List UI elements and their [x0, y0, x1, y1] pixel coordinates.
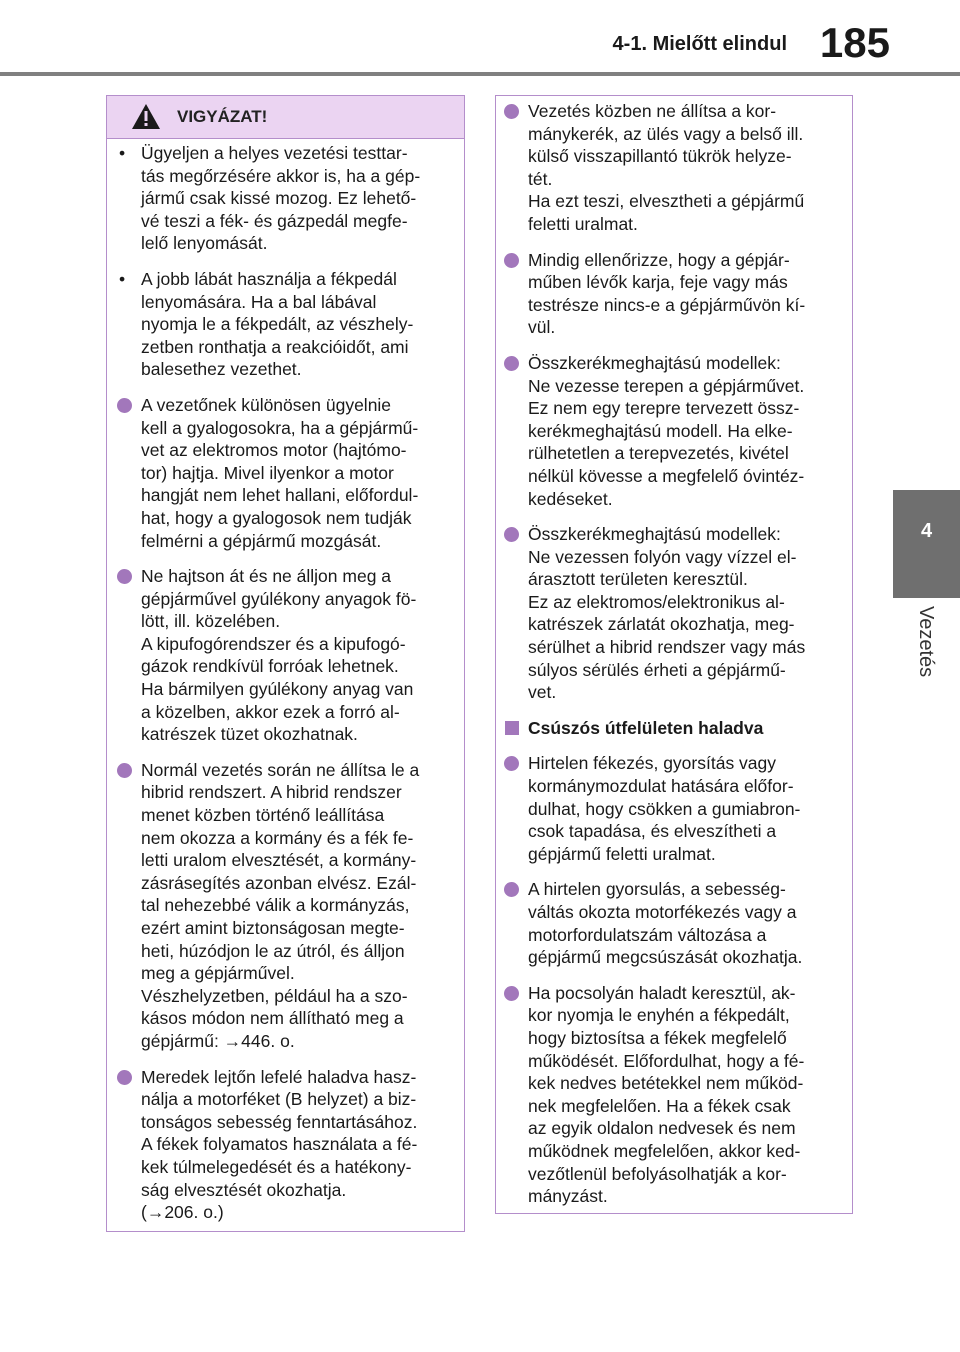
- text-line: Ne hajtson át és ne álljon meg a: [141, 566, 392, 587]
- text-line: ezért amint biztonságosan megte-: [141, 918, 405, 938]
- bullet-dot-icon: [504, 756, 519, 771]
- caution-content-continued: [496, 100, 852, 1221]
- bullet-dot-icon: [117, 763, 132, 778]
- caution-content: [107, 142, 464, 1237]
- text-line: tonságos sebesség fenntartásához.: [141, 1111, 418, 1132]
- text-line: nélkül kövesse a megfelelő óvintéz-: [528, 465, 805, 486]
- text-line: dulhat, hogy csökken a gumiabron-: [528, 798, 801, 819]
- text-line: kell a gyalogosokra, ha a gépjármű-: [141, 417, 419, 438]
- text-line: gépjármű: →446. o.: [141, 1030, 295, 1051]
- text-line: kor nyomja le enyhén a fékpedált,: [528, 1005, 790, 1026]
- text-line: működését. Előfordulhat, hogy a fé-: [528, 1050, 805, 1071]
- text-line: vet az elektromos motor (hajtómo-: [141, 440, 407, 461]
- text-line: csok tapadása, és elveszítheti a: [528, 821, 777, 842]
- bullet-item: [504, 352, 840, 510]
- text-line: tal nehezebbé válik a kormányzás,: [141, 895, 410, 916]
- text-line: Ha ezt teszi, elvesztheti a gépjármű: [528, 191, 805, 212]
- text-line: mányzást.: [528, 1186, 608, 1207]
- text-line: vet.: [528, 682, 557, 703]
- text-line: hogy biztosítsa a fékek megfelelő: [528, 1027, 787, 1048]
- text-line: testrésze nincs-e a gépjárművön kí-: [528, 294, 806, 315]
- header-divider: [0, 72, 960, 76]
- text-line: vé teszi a fék- és gázpedál megfe-: [141, 210, 408, 231]
- text-line: nek megfelelően. Ha a fékek csak: [528, 1095, 791, 1116]
- bullet-dot-icon: [117, 569, 132, 584]
- text-line: tét.: [528, 168, 553, 189]
- text-line: A hirtelen gyorsulás, a sebesség-: [528, 879, 786, 900]
- text-line: kormánymozdulat hatására előfor-: [528, 776, 794, 797]
- text-line: Ez az elektromos/elektronikus al-: [528, 591, 785, 612]
- caution-panel-continued: [495, 95, 853, 1214]
- bullet-dot-icon: [504, 253, 519, 268]
- text-line: Meredek lejtőn lefelé haladva hasz-: [141, 1066, 417, 1087]
- text-line: működnek megfelelően, akkor ked-: [528, 1140, 801, 1161]
- bullet-item: [504, 523, 840, 704]
- text-line: Összkerékmeghajtású modellek:: [528, 524, 781, 545]
- text-line: kerékmeghajtású modell. Ha elke-: [528, 420, 793, 441]
- text-line: kek túlmelegedését és a hatékony-: [141, 1156, 412, 1177]
- text-line: gépjármű megcsúszását okozhatja.: [528, 947, 803, 968]
- bullet-dot-icon: [504, 986, 519, 1001]
- dash-list-item: [117, 268, 452, 381]
- text-line: zásrásegítés azonban elvész. Ezál-: [141, 872, 417, 893]
- caution-title: VIGYÁZAT!: [177, 107, 268, 126]
- bullet-item: [117, 565, 452, 746]
- text-line: felmérni a gépjármű mozgását.: [141, 530, 382, 551]
- chapter-tab: [893, 490, 960, 598]
- bullet-item: [117, 394, 452, 552]
- text-line: a közelben, akkor ezek a forró al-: [141, 701, 400, 722]
- text-line: nem okozza a kormány és a fék fe-: [141, 827, 414, 848]
- dash-list-item: [117, 142, 452, 255]
- text-line: tor) hajtja. Mivel ilyenkor a motor: [141, 462, 394, 483]
- text-line: feletti uralmat.: [528, 213, 638, 234]
- text-line: Mindig ellenőrizze, hogy a gépjár-: [528, 249, 790, 270]
- bullet-mark-icon: •: [119, 143, 126, 163]
- text-line: Ha pocsolyán haladt keresztül, ak-: [528, 982, 796, 1003]
- bullet-dot-icon: [117, 1070, 132, 1085]
- text-line: ság elvesztését okozhatja.: [141, 1179, 347, 1200]
- text-line: meg a gépjárművel.: [141, 963, 295, 984]
- text-line: sérülhet a hibrid rendszer vagy más: [528, 637, 806, 658]
- text-line: műben lévők karja, feje vagy más: [528, 272, 788, 293]
- text-line: vül.: [528, 317, 556, 338]
- bullet-dot-icon: [504, 882, 519, 897]
- text-line: gázok rendkívül forróak lehetnek.: [141, 656, 399, 677]
- text-line: hangját nem lehet hallani, előfordul-: [141, 485, 419, 506]
- text-line: letti uralom elvesztését, a kormány-: [141, 850, 417, 871]
- text-line: Ez nem egy terepre tervezett össz-: [528, 398, 800, 419]
- page-number: 185: [819, 19, 890, 66]
- text-line: katrészek zárlatát okozhatja, meg-: [528, 614, 795, 635]
- text-line: Hirtelen fékezés, gyorsítás vagy: [528, 753, 777, 774]
- text-line: Ne vezessen folyón vagy vízzel el-: [528, 546, 797, 567]
- text-line: súlyos sérülés érheti a gépjármű-: [528, 659, 786, 680]
- text-line: jármű csak kissé mozog. Ez lehető-: [141, 188, 417, 209]
- text-line: balesethez vezethet.: [141, 359, 302, 380]
- text-line: lenyomására. Ha a bal lábával: [141, 291, 377, 312]
- bullet-dot-icon: [504, 356, 519, 371]
- text-line: mánykerék, az ülés vagy a belső ill.: [528, 123, 804, 144]
- bullet-item: [504, 100, 840, 236]
- bullet-mark-icon: •: [119, 268, 126, 289]
- caution-panel: [106, 95, 465, 1232]
- text-line: rülhetetlen a terepvezetés, kivétel: [528, 443, 789, 464]
- text-line: váltás okozta motorfékezés vagy a: [528, 902, 797, 922]
- chapter-label: Vezetés: [915, 606, 937, 678]
- text-line: vezőtlenül befolyásolhatják a kor-: [528, 1163, 787, 1184]
- text-line: Vezetés közben ne állítsa a kor-: [528, 101, 777, 121]
- bullet-dot-icon: [504, 527, 519, 542]
- square-marker-icon: [505, 721, 519, 735]
- bullet-item: [504, 878, 840, 968]
- text-line: katrészek tüzet okozhatnak.: [141, 724, 358, 745]
- section-title: 4-1. Mielőtt elindul: [612, 33, 787, 55]
- text-line: gépjármű feletti uralmat.: [528, 843, 716, 864]
- bullet-dot-icon: [117, 398, 132, 413]
- text-line: motorfordulatszám változása a: [528, 924, 767, 945]
- text-line: nyomja le a fékpedált, az vészhely-: [141, 314, 414, 335]
- text-line: tás megőrzésére akkor is, ha a gép-: [141, 165, 421, 186]
- text-line: gépjárművel gyúlékony anyagok fö-: [141, 588, 417, 609]
- text-line: kásos módon nem állítható meg a: [141, 1008, 404, 1029]
- chapter-number: 4: [920, 520, 933, 542]
- text-line: A vezetőnek különösen ügyelnie: [141, 394, 392, 415]
- text-line: lött, ill. közelében.: [141, 611, 281, 632]
- bullet-item: [117, 1066, 452, 1224]
- text-line: Vészhelyzetben, például ha a szo-: [141, 985, 408, 1006]
- warning-triangle-icon: [131, 103, 161, 130]
- text-line: árasztott területen keresztül.: [528, 569, 748, 590]
- text-line: Normál vezetés során ne állítsa le a: [141, 759, 420, 780]
- subsection-title: Csúszós útfelületen haladva: [528, 717, 764, 738]
- subsection-heading: [504, 717, 840, 740]
- text-line: nálja a motorféket (B helyzet) a biz-: [141, 1089, 417, 1110]
- text-line: menet közben történő leállítása: [141, 805, 385, 826]
- bullet-dot-icon: [504, 104, 519, 119]
- text-line: lelő lenyomását.: [141, 233, 268, 254]
- bullet-item: [117, 759, 452, 1053]
- caution-header: [107, 96, 464, 139]
- text-line: heti, húzódjon le az útról, és álljon: [141, 940, 405, 961]
- text-line: hibrid rendszert. A hibrid rendszer: [141, 782, 402, 803]
- text-line: A fékek folyamatos használata a fé-: [141, 1134, 418, 1155]
- bullet-item: [504, 249, 840, 339]
- text-line: (→206. o.): [141, 1202, 224, 1223]
- text-line: Ügyeljen a helyes vezetési testtar-: [141, 143, 408, 163]
- text-line: Ha bármilyen gyúlékony anyag van: [141, 679, 414, 700]
- text-line: Ne vezesse terepen a gépjárművet.: [528, 375, 805, 396]
- text-line: zetben ronthatja a reakcióidőt, ami: [141, 336, 409, 357]
- text-line: Összkerékmeghajtású modellek:: [528, 352, 781, 373]
- text-line: külső visszapillantó tükrök helyze-: [528, 146, 792, 167]
- text-line: hat, hogy a gyalogosok nem tudják: [141, 507, 412, 528]
- bullet-item: [504, 982, 840, 1208]
- text-line: A jobb lábát használja a fékpedál: [141, 268, 397, 289]
- bullet-item: [504, 752, 840, 865]
- text-line: A kipufogórendszer és a kipufogó-: [141, 633, 406, 654]
- text-line: kedéseket.: [528, 488, 613, 509]
- text-line: az egyik oldalon nedvesek és nem: [528, 1118, 796, 1139]
- text-line: kek nedves betétekkel nem működ-: [528, 1073, 804, 1094]
